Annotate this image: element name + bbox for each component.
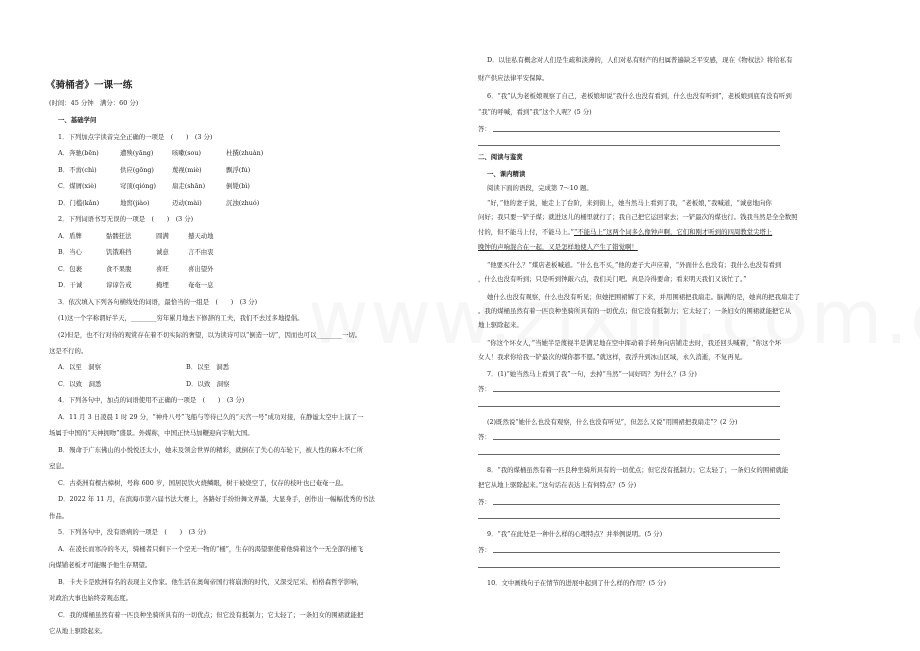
subsection-heading-close-reading: 一、课内精读 bbox=[487, 170, 526, 178]
question-5-option-a-line-2: 向煤铺老板才可能赐予他生存期望。 bbox=[49, 561, 152, 570]
question-3-sentence-1: (1)这一个字称谓好半天，________穷年累月地去下修辞的工夫，我们不去过多地提倡。 bbox=[58, 314, 304, 323]
question-9: 9．“我”在此处是一种什么样的心理特点？并举例说明。(5 分) bbox=[487, 530, 663, 538]
question-7-part-1: 7．(1)“她当然马上看到了我”一句，去掉“当然”一词好吗？为什么？(3 分) bbox=[487, 370, 697, 378]
question-8-answer-line-1[interactable] bbox=[493, 504, 780, 505]
question-9-answer-label: 答： bbox=[478, 546, 491, 554]
passage-p1-line-3 bbox=[478, 228, 772, 236]
question-5-option-d-line-2: 财产供应法律平安保障。 bbox=[478, 74, 549, 82]
question-6-answer-line-2[interactable] bbox=[478, 145, 780, 146]
question-8-answer-label: 答： bbox=[478, 498, 491, 506]
question-7b-answer-line-2[interactable] bbox=[478, 454, 780, 455]
question-5-option-a-line-1: A．在凌长而寒冷的冬天，骑桶者只剩下一个空无一物的“桶”，生存的渴望驱使着他骑着这个一无全部的桶飞 bbox=[58, 544, 364, 553]
question-2-stem: 2．下列词语书写无误的一项是 ( ) (3 分) bbox=[58, 215, 194, 224]
question-4-option-a-line-1: A．11 月 3 日凌晨 1 时 29 分，“神舟八号”飞船与等待已久的“天宫一号”成功对接，在静谧太空中上演了一 bbox=[58, 412, 364, 421]
question-7-part-2: (2)既然说“她什么也没有观察，什么也没有听见”，但怎么又说“用围裙把我扇走”？(2 分) bbox=[487, 418, 738, 426]
question-6-answer-label: 答： bbox=[478, 125, 491, 133]
question-6-answer-line-1[interactable] bbox=[493, 131, 780, 132]
passage-p3-line-3: 地上驱除起来。 bbox=[478, 321, 523, 329]
passage-p4-line-2: 女人！我求你给我一铲最次的煤你都不愿。”就这样，我浮升到冰山区域，永久消逝，不复再见。 bbox=[478, 353, 747, 361]
question-4-option-a-line-2: 场属于中国的“天神拥吻”盛景。外媒称，中国正快马加鞭迎向宇航大国。 bbox=[49, 429, 254, 438]
watermark bbox=[308, 272, 920, 365]
question-7-answer-label: 答： bbox=[478, 385, 491, 393]
question-5-option-b-line-2: 对政治大事也始终旁观态度。 bbox=[49, 594, 133, 603]
question-4-option-b-line-2: 窒息。 bbox=[49, 462, 69, 471]
underlined-sentence-part-1: “不能马上”这两个词多么像钟声啊，它们和刚才听到的四周教堂尖塔上 bbox=[573, 228, 773, 236]
question-5-stem: 5．下列各句中，没有语病的一项是 ( ) (3 分) bbox=[58, 528, 206, 537]
section-heading-reading: 二、阅读与鉴赏 bbox=[478, 153, 523, 161]
question-7b-answer-label: 答： bbox=[478, 433, 491, 441]
question-5-option-c-line-1: C．我的煤桶虽然有着一匹良种坐骑所具有的一切优点；但它没有抵制力；它太轻了；一条妇女的围裙就能把 bbox=[58, 610, 364, 619]
section-heading-basics: 一、基础学问 bbox=[58, 116, 97, 125]
passage-p1-line-1: “好，”他的妻子说，她走上了台阶，来到街上，她当然马上看到了我，“老板娘，”我喊道，“诚意地向你 bbox=[487, 199, 772, 207]
question-7-answer-line-1[interactable] bbox=[493, 391, 780, 392]
underlined-sentence-part-2: 晚钟的声响混合在一起，又是怎样地使人产生了错觉啊！ bbox=[478, 243, 638, 251]
question-6-line-1: 6．“我”认为老板娘观察了自己，老板娘却说“我什么也没有看到，什么也没有听到”，老板娘到底有没有听到 bbox=[487, 92, 792, 100]
question-10: 10．文中画线句子在情节的进展中起到了什么样的作用？(5 分) bbox=[487, 579, 666, 587]
question-8-answer-line-2[interactable] bbox=[478, 518, 780, 519]
question-7b-answer-line-1[interactable] bbox=[493, 439, 780, 440]
question-4-stem: 4．下列各句中，加点的词语使用不正确的一项是 ( ) (3 分) bbox=[58, 396, 245, 405]
exam-meta: (时间：45 分钟 满分：60 分) bbox=[49, 99, 139, 107]
passage-p2-line-1: “他要买什么？”煤店老板喊道。“什么也不买，”他的妻子大声应着，“外面什么也没有；我什么也没有看到 bbox=[487, 261, 782, 269]
question-5-option-c-line-2: 它从地上驱除起来。 bbox=[49, 626, 107, 635]
question-7-answer-line-2[interactable] bbox=[478, 406, 780, 407]
passage-intro: 阅读下面的语段，完成第 7～10 题。 bbox=[487, 184, 593, 192]
question-1-stem: 1．下列加点字读音完全正确的一项是 ( ) (3 分) bbox=[58, 132, 213, 141]
passage-p3-line-2: 。我的煤桶虽然有着一匹良种坐骑所具有的一切优点；但它没有抵制力；它太轻了；一条妇女的围裙就能把它从 bbox=[478, 307, 792, 315]
question-5-option-b-line-1: B．卡夫卡是欧洲有名的表现主义作家。他生活在奥匈帝国行将崩溃的时代，又深受尼采、柏格森哲学影响， bbox=[58, 577, 364, 586]
passage-p4-line-1: “你这个坏女人，”当她半是蔑视半是满足地在空中挥动着手转身向店铺走去时，我还回头喊着，“你这个坏 bbox=[487, 339, 782, 347]
question-9-answer-line-1[interactable] bbox=[493, 552, 780, 553]
question-3-stem: 3．依次填入下列各句横线处的词语，最恰当的一组是 ( ) (3 分) bbox=[58, 297, 258, 306]
question-8-line-1: 8．“我的煤桶虽然有着一匹良种坐骑所具有的一切优点；但它没有抵制力；它太轻了；一条妇女的围裙就能 bbox=[487, 466, 789, 474]
question-3-sentence-2: (2)但是，也不行对待的观赏存在着不切实际的奢望，以为读诗可以“倒造一切”，因而也可以________一切。 bbox=[58, 330, 362, 339]
question-5-option-d-line-1: D．以往私有概念对人们是生疏和淡薄的，人们对私有财产的归属普遍缺乏平安感，现在《物权法》将给私有 bbox=[487, 56, 793, 64]
passage-p1-line-2: 问好；我只要一铲子煤；就进这儿的桶里就行了；我自己把它运回家去；一铲最次的煤也行。钱我当然是全全数照 bbox=[478, 213, 798, 221]
question-3-sentence-2-end: 这是不行的。 bbox=[49, 346, 88, 355]
question-4-option-d-line-1: D．2022 年 11 月，在滨海市第六届书法大赛上，各路好手纷纷舞文弄墨，大显身手，创作出一幅幅优秀的书法 bbox=[58, 495, 375, 504]
passage-p1-plain: 付的，但不能马上付，不能马上。” bbox=[478, 228, 574, 236]
question-4-option-c: C．古桑洲有棵古樟树，号称 600 岁，国居民饮火烧鳞眼，树干被烧空了，仅存的枝叶也已奄奄一息。 bbox=[58, 478, 348, 487]
passage-p2-line-2: ，什么也没有听到；只是听到钟敲六点，我们关门吧。真是冷得要命；看来明天我们又该忙了。” bbox=[478, 275, 747, 283]
question-9-answer-line-2[interactable] bbox=[478, 567, 780, 568]
question-4-option-d-line-2: 作品。 bbox=[49, 511, 69, 520]
page-title: 《骑桶者》一课一练 bbox=[46, 80, 133, 91]
question-8-line-2: 把它从地上驱除起来。”这句话在表达上有何特点？(5 分) bbox=[478, 481, 637, 489]
question-4-option-b-line-1: B．殒命于广东佛山的小悦悦还太小，她未及领会世界的精彩，就倒在了失心的车轮下，被人性的麻木不仁所 bbox=[58, 445, 364, 454]
question-6-line-2: “我”的呼喊，看到“我”这个人呢？(5 分) bbox=[478, 108, 592, 116]
passage-p3-line-1: 她什么也没有观察，什么也没有听见；但她把围裙解了下来，并用围裙把我扇走。脑满的是，她真的把我扇走了 bbox=[487, 293, 801, 301]
